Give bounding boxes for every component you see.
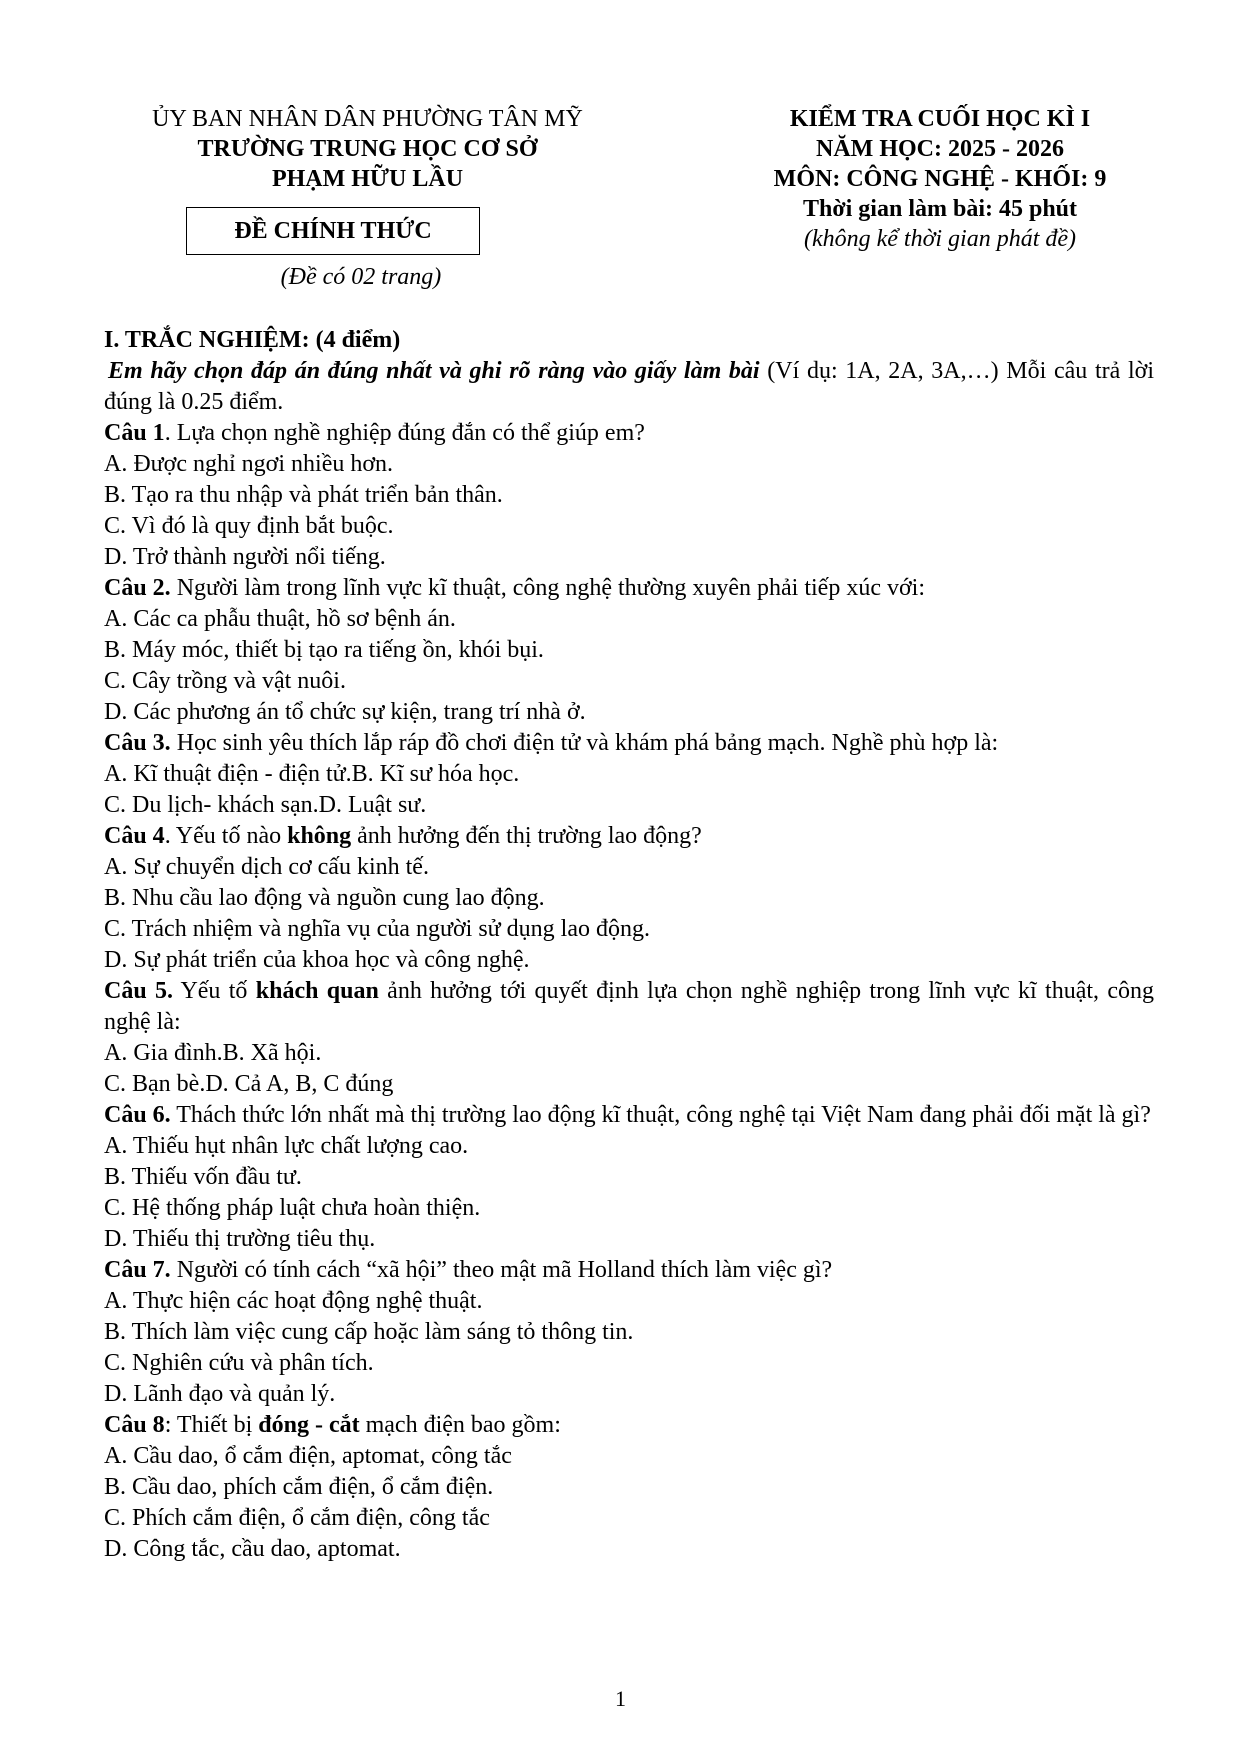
official-exam-box: ĐỀ CHÍNH THỨC (186, 207, 480, 255)
exam-duration: Thời gian làm bài: 45 phút (802, 196, 1078, 222)
question-3 (104, 728, 1154, 759)
section-instruction (104, 356, 1154, 418)
q3-option-d: D. Luật sư. (318, 792, 427, 818)
page-number: 1 (615, 1686, 626, 1711)
q1-option-d: D. Trở thành người nổi tiếng. (104, 544, 386, 570)
question-emphasis: khách quan (255, 978, 379, 1004)
question-1 (104, 418, 1154, 449)
q8-option-d: D. Công tắc, cầu dao, aptomat. (104, 1536, 401, 1562)
school-header (100, 104, 635, 194)
question-text: ảnh hưởng tới quyết định lựa chọn nghề nghiệp trong lĩnh vực kĩ thuật, công nghệ là: (104, 978, 1155, 1035)
question-text: . Lựa chọn nghề nghiệp đúng đắn có thể giúp em? (164, 420, 645, 446)
question-label: Câu 8 (104, 1412, 165, 1438)
q5-options-row-1 (104, 1038, 1154, 1069)
question-text: ảnh hưởng đến thị trường lao động? (351, 823, 702, 849)
q4-option-d: D. Sự phát triển của khoa học và công nghệ. (104, 947, 530, 973)
section-title: I. TRẮC NGHIỆM: (4 điểm) (104, 327, 401, 353)
question-label: Câu 7. (104, 1257, 171, 1283)
question-emphasis: không (287, 823, 352, 849)
school-name: PHẠM HỮU LẦU (271, 166, 464, 192)
question-8 (104, 1410, 1154, 1441)
question-label: Câu 5. (104, 978, 174, 1004)
q1-option-a: A. Được nghỉ ngơi nhiều hơn. (104, 451, 394, 477)
subject-grade: MÔN: CÔNG NGHỆ - KHỐI: 9 (773, 166, 1107, 192)
q6-option-d: D. Thiếu thị trường tiêu thụ. (104, 1226, 376, 1252)
question-label: Câu 2. (104, 575, 171, 601)
q5-option-d: D. Cả A, B, C đúng (205, 1071, 394, 1097)
q7-option-b: B. Thích làm việc cung cấp hoặc làm sáng tỏ thông tin. (104, 1319, 634, 1345)
q4-option-b: B. Nhu cầu lao động và nguồn cung lao động. (104, 885, 545, 911)
instruction-bold: Em hãy chọn đáp án đúng nhất và ghi rõ ràng vào giấy làm bài (108, 358, 760, 384)
q1-option-b: B. Tạo ra thu nhập và phát triển bản thân. (104, 482, 503, 508)
question-text: mạch điện bao gồm: (359, 1412, 561, 1438)
pages-note: (Đề có 02 trang) (280, 264, 442, 290)
q2-option-c: C. Cây trồng và vật nuôi. (104, 668, 346, 694)
instruction-rest: (Ví dụ: 1A, 2A, 3A,…) Mỗi câu trả lời đúng là 0.25 điểm. (104, 358, 1154, 415)
question-6 (104, 1100, 1154, 1131)
q3-options-row-2 (104, 790, 1154, 821)
question-4 (104, 821, 1154, 852)
q2-option-b: B. Máy móc, thiết bị tạo ra tiếng ồn, khói bụi. (104, 637, 544, 663)
school-type: TRƯỜNG TRUNG HỌC CƠ SỞ (197, 136, 538, 162)
q5-option-b: B. Xã hội. (222, 1040, 322, 1066)
question-text: . Yếu tố nào (164, 823, 288, 849)
q8-option-a: A. Cầu dao, ổ cắm điện, aptomat, công tắc (104, 1443, 512, 1469)
q5-options-row-2 (104, 1069, 1154, 1100)
question-text: : Thiết bị (164, 1412, 259, 1438)
question-text: Người làm trong lĩnh vực kĩ thuật, công nghệ thường xuyên phải tiếp xúc với: (170, 575, 925, 601)
question-emphasis: đóng - cắt (258, 1412, 360, 1438)
question-text: Học sinh yêu thích lắp ráp đồ chơi điện tử và khám phá bảng mạch. Nghề phù hợp là: (170, 730, 999, 756)
duration-note: (không kể thời gian phát đề) (803, 226, 1077, 252)
question-5 (104, 976, 1154, 1038)
q8-option-b: B. Cầu dao, phích cắm điện, ổ cắm điện. (104, 1474, 494, 1500)
q3-option-c: C. Du lịch- khách sạn. (104, 792, 319, 818)
q4-option-a: A. Sự chuyển dịch cơ cấu kinh tế. (104, 854, 429, 880)
authority-name: ỦY BAN NHÂN DÂN PHƯỜNG TÂN MỸ (152, 106, 583, 132)
school-year: NĂM HỌC: 2025 - 2026 (816, 136, 1064, 162)
q2-option-d: D. Các phương án tổ chức sự kiện, trang trí nhà ở. (104, 699, 586, 725)
question-label: Câu 3. (104, 730, 171, 756)
question-text: Người có tính cách “xã hội” theo mật mã Holland thích làm việc gì? (170, 1257, 833, 1283)
q3-option-a: A. Kĩ thuật điện - điện tử. (104, 761, 352, 787)
q7-option-d: D. Lãnh đạo và quản lý. (104, 1381, 336, 1407)
question-2 (104, 573, 1154, 604)
q1-option-c: C. Vì đó là quy định bắt buộc. (104, 513, 394, 539)
question-7 (104, 1255, 1154, 1286)
q8-option-c: C. Phích cắm điện, ổ cắm điện, công tắc (104, 1505, 490, 1531)
q3-option-b: B. Kĩ sư hóa học. (351, 761, 520, 787)
q4-option-c: C. Trách nhiệm và nghĩa vụ của người sử dụng lao động. (104, 916, 650, 942)
exam-header (690, 104, 1190, 254)
q6-option-a: A. Thiếu hụt nhân lực chất lượng cao. (104, 1133, 469, 1159)
q6-option-b: B. Thiếu vốn đầu tư. (104, 1164, 302, 1190)
question-label: Câu 1 (104, 420, 165, 446)
q7-option-c: C. Nghiên cứu và phân tích. (104, 1350, 374, 1376)
q5-option-c: C. Bạn bè. (104, 1071, 206, 1097)
q3-options-row-1 (104, 759, 1154, 790)
exam-title: KIỂM TRA CUỐI HỌC KÌ I (789, 106, 1091, 132)
question-text: Thách thức lớn nhất mà thị trường lao động kĩ thuật, công nghệ tại Việt Nam đang phải đối mặt là gì? (170, 1102, 1151, 1128)
question-label: Câu 4 (104, 823, 165, 849)
q7-option-a: A. Thực hiện các hoạt động nghệ thuật. (104, 1288, 483, 1314)
q6-option-c: C. Hệ thống pháp luật chưa hoàn thiện. (104, 1195, 481, 1221)
question-label: Câu 6. (104, 1102, 171, 1128)
question-text: Yếu tố (173, 978, 256, 1004)
exam-content (104, 325, 1154, 1565)
q2-option-a: A. Các ca phẫu thuật, hồ sơ bệnh án. (104, 606, 456, 632)
q5-option-a: A. Gia đình. (104, 1040, 223, 1066)
